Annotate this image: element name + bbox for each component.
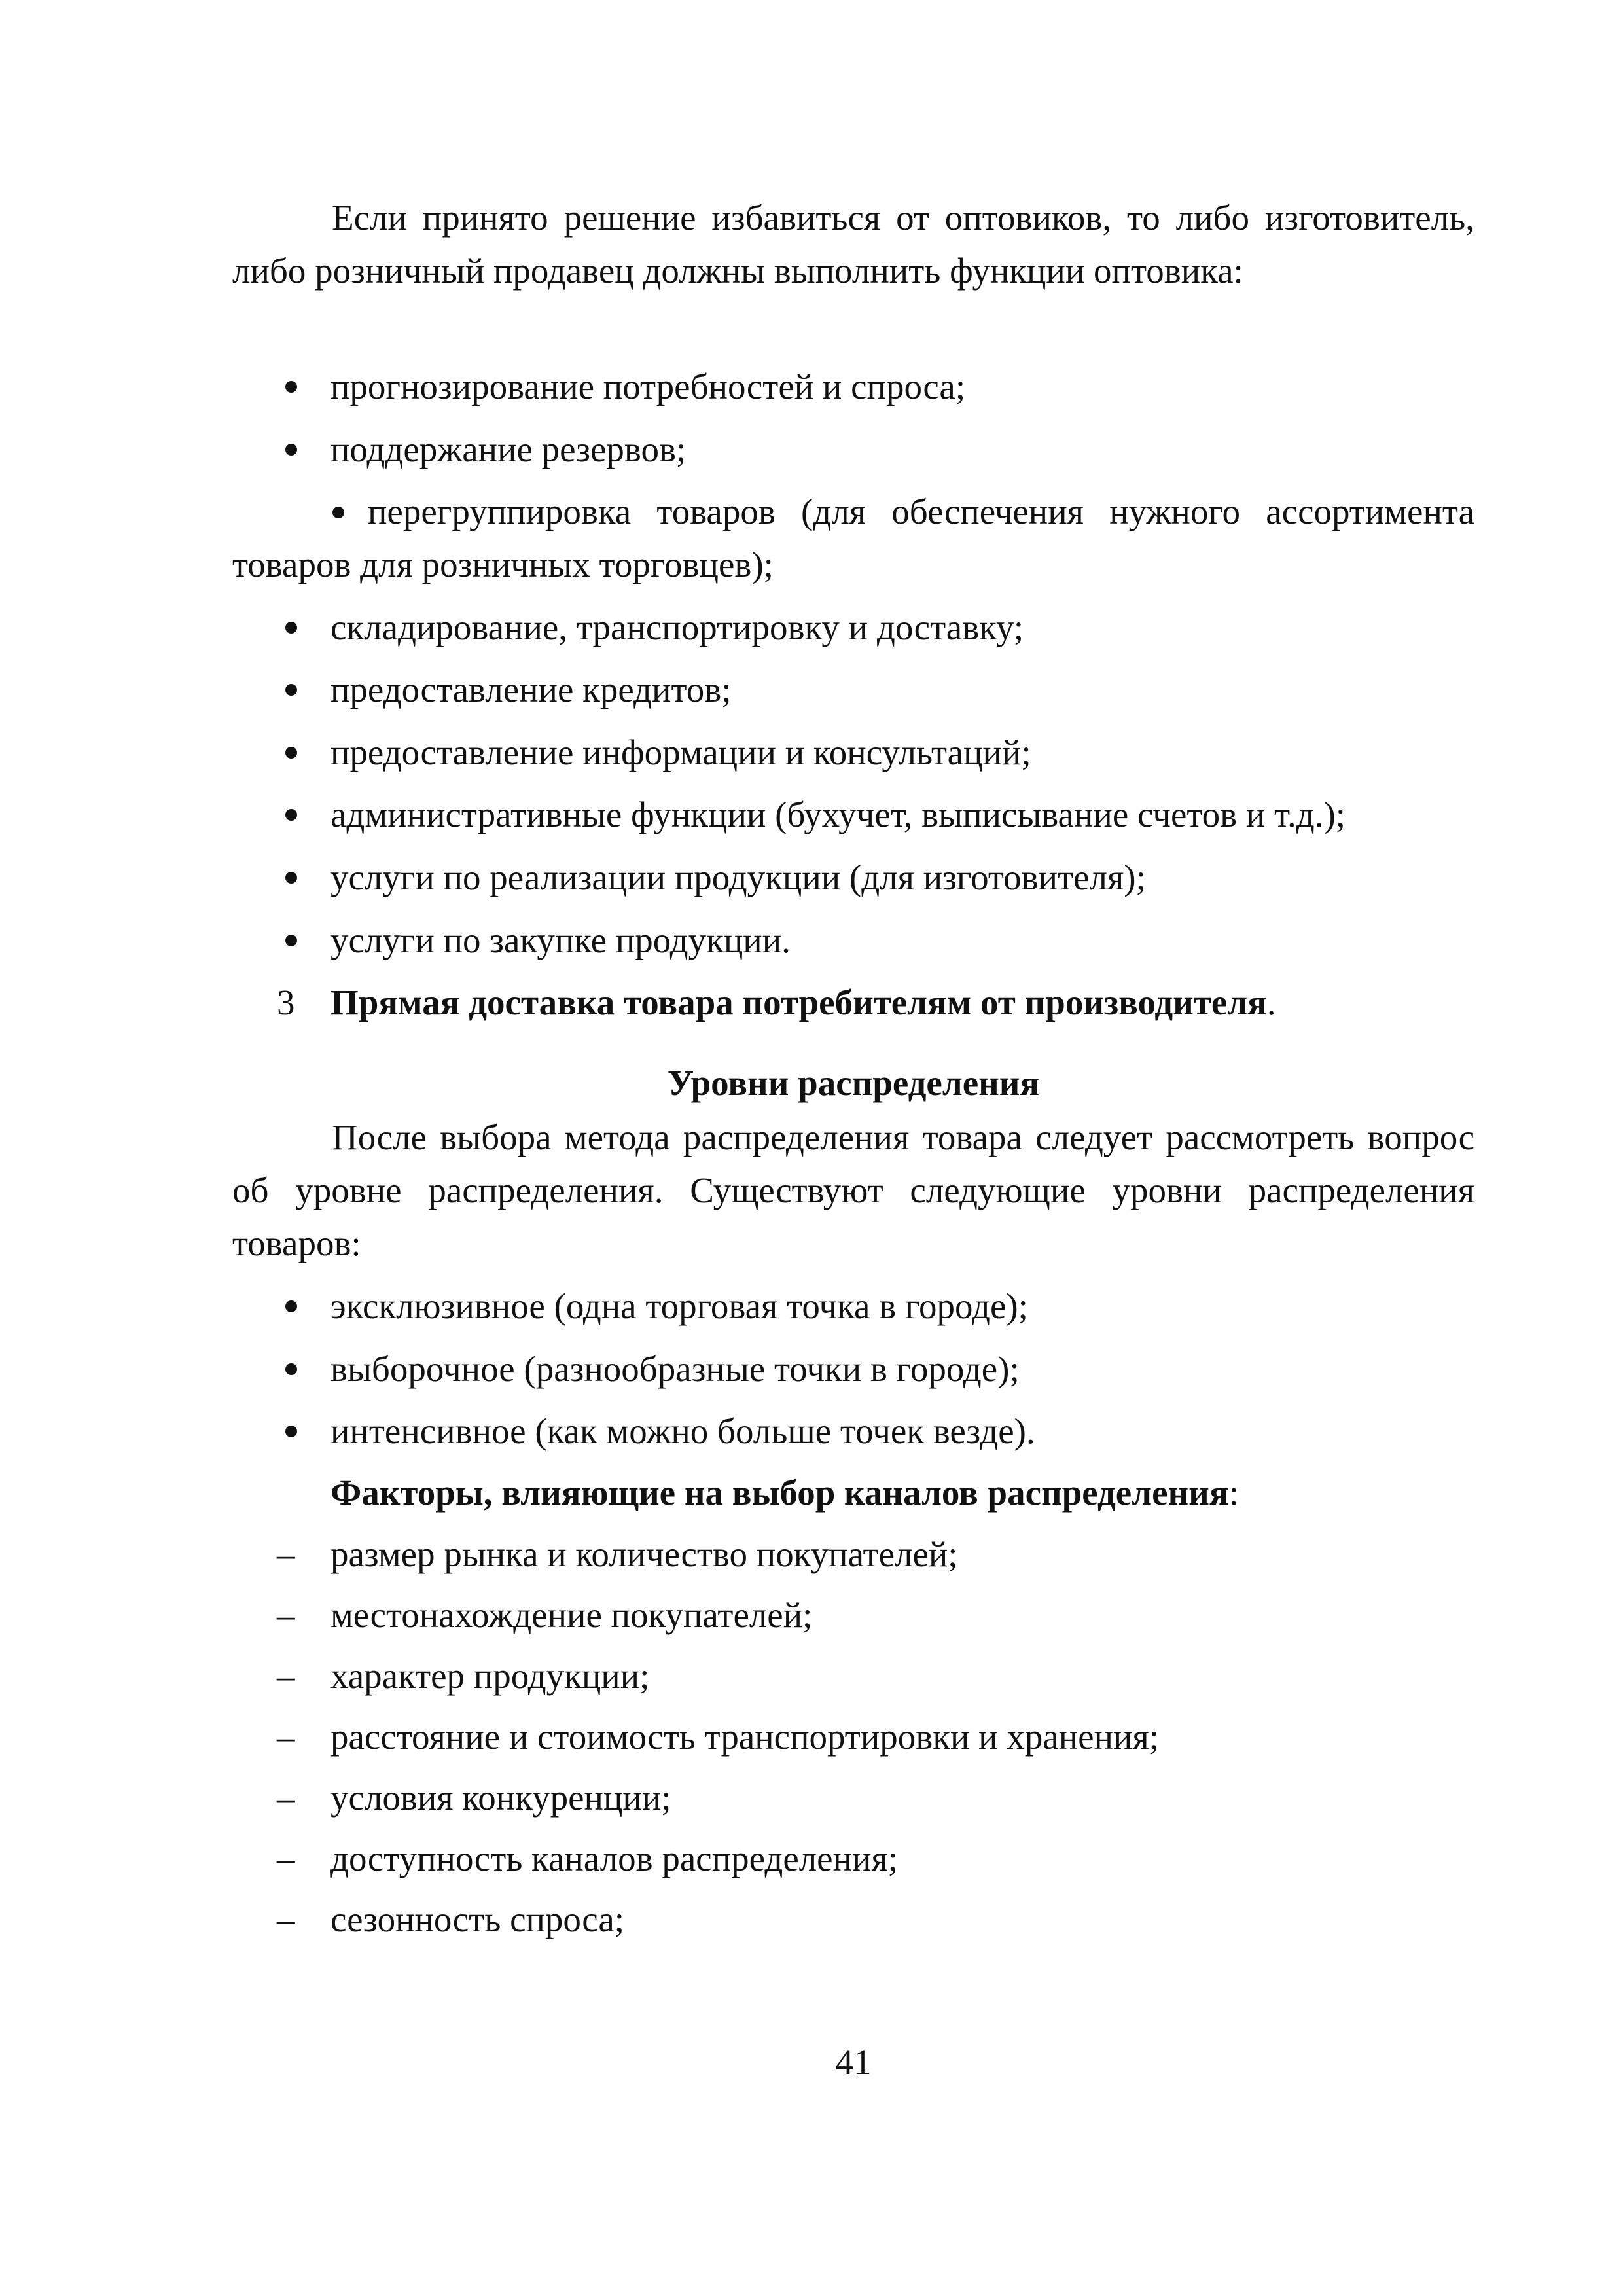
dash-text: местонахождение покупателей; [330, 1595, 813, 1635]
bullet-text: поддержание резервов; [330, 429, 687, 469]
bullet-item [330, 601, 1024, 654]
bullet-icon [285, 1363, 297, 1375]
bullet-item [330, 1405, 1035, 1458]
dash-item [277, 1710, 1160, 1763]
dash-icon: – [277, 1717, 295, 1757]
bullet-icon [285, 1426, 297, 1437]
dash-item [277, 1649, 650, 1702]
bullet-icon [285, 872, 297, 884]
bullet-item [330, 1342, 1020, 1395]
intro-paragraph: Если принято решение избавиться от оптовиков, то либо изготовитель, либо розничный продавец должны выполнить функции оптовика: [232, 198, 1474, 291]
bullet-icon [285, 1300, 297, 1312]
bullet-icon [285, 809, 297, 821]
item-title: Прямая доставка товара потребителям от производителя [330, 982, 1267, 1022]
bullet-text: эксклюзивное (одна торговая точка в городе); [330, 1286, 1028, 1326]
bullet-text: интенсивное (как можно больше точек везде). [330, 1411, 1035, 1451]
bullet-text: прогнозирование потребностей и спроса; [330, 367, 966, 406]
bullet-item [330, 788, 1346, 841]
dash-item [277, 1588, 813, 1641]
bullet-text: предоставление информации и консультаций; [330, 732, 1031, 772]
dash-text: размер рынка и количество покупателей; [330, 1534, 958, 1574]
item-trailing: . [1266, 982, 1276, 1022]
bullet-item [330, 1280, 1028, 1333]
dash-item [277, 1528, 958, 1581]
bullet-item [330, 423, 686, 476]
page-number: 41 [835, 2042, 872, 2082]
dash-item [277, 1893, 625, 1946]
bullet-icon [332, 507, 344, 518]
bullet-text: выборочное (разнообразные точки в городе); [330, 1349, 1020, 1389]
dash-icon: – [277, 1839, 295, 1878]
bullet-item-wrapped [232, 485, 1474, 591]
dash-icon: – [277, 1778, 295, 1818]
dash-icon: – [277, 1656, 295, 1696]
dash-text: характер продукции; [330, 1656, 650, 1696]
factors-heading [330, 1466, 1239, 1519]
dash-icon: – [277, 1595, 295, 1635]
factors-heading-trailing: : [1228, 1473, 1239, 1513]
bullet-text: услуги по реализации продукции (для изготовителя); [330, 857, 1146, 897]
bullet-icon [285, 747, 297, 759]
bullet-text: услуги по закупке продукции. [330, 920, 791, 960]
dash-text: доступность каналов распределения; [330, 1839, 899, 1878]
levels-paragraph: После выбора метода распределения товара следует рассмотреть вопрос об уровне распределения. Существуют следующие уровни распределения товаров: [232, 1117, 1474, 1263]
bullet-item [330, 663, 732, 716]
bullet-item [330, 360, 965, 413]
dash-item [277, 1832, 899, 1885]
dash-text: сезонность спроса; [330, 1899, 625, 1939]
dash-icon: – [277, 1534, 295, 1574]
numbered-item [277, 976, 1276, 1029]
bullet-text: перегруппировка товаров (для обеспечения нужного ассортимента товаров для розничных торговцев); [232, 492, 1474, 584]
bullet-icon [285, 622, 297, 634]
bullet-icon [285, 444, 297, 456]
bullet-item [330, 851, 1146, 904]
bullet-text: предоставление кредитов; [330, 670, 732, 709]
bullet-text: складирование, транспортировку и доставку; [330, 607, 1024, 647]
dash-item [277, 1771, 671, 1824]
bullet-icon [285, 684, 297, 696]
dash-text: расстояние и стоимость транспортировки и хранения; [330, 1717, 1160, 1757]
bullet-item [330, 914, 791, 967]
bullet-item [330, 726, 1031, 779]
dash-text: условия конкуренции; [330, 1778, 671, 1818]
dash-icon: – [277, 1899, 295, 1939]
bullet-icon [285, 381, 297, 393]
bullet-icon [285, 935, 297, 946]
item-number: 3 [277, 982, 295, 1022]
bullet-text: административные функции (бухучет, выписывание счетов и т.д.); [330, 795, 1346, 834]
section-heading: Уровни распределения [667, 1063, 1040, 1103]
factors-heading-text: Факторы, влияющие на выбор каналов распределения [330, 1473, 1229, 1513]
